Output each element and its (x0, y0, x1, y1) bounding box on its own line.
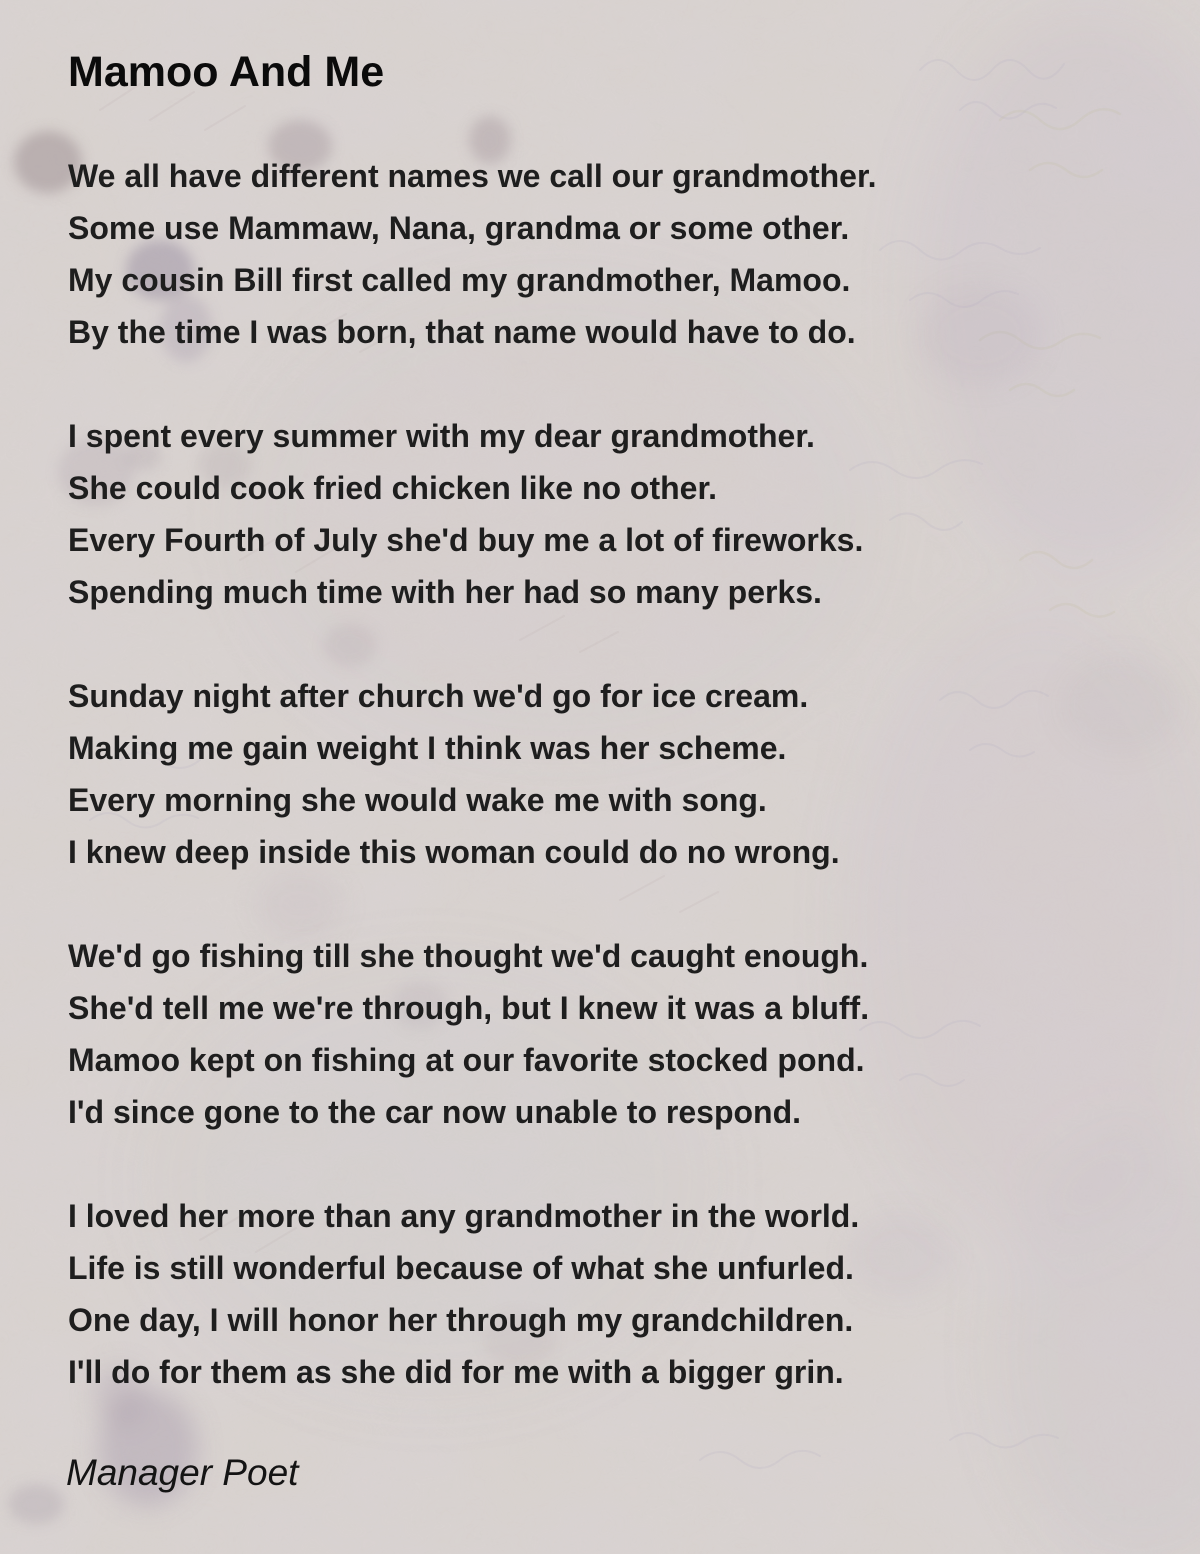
poem-title: Mamoo And Me (68, 48, 385, 96)
poem-author: Manager Poet (66, 1452, 299, 1493)
poem-line: We all have different names we call our grandmother. (68, 158, 877, 194)
poem-line: She'd tell me we're through, but I knew it was a bluff. (68, 990, 870, 1026)
poem-line: Some use Mammaw, Nana, grandma or some other. (68, 210, 850, 246)
poem-line: One day, I will honor her through my grandchildren. (68, 1302, 854, 1338)
poem-stanza-2 (68, 410, 1148, 618)
poem-line: She could cook fried chicken like no other. (68, 470, 718, 506)
poem-line: Life is still wonderful because of what she unfurled. (68, 1250, 854, 1286)
poem-line: I knew deep inside this woman could do no wrong. (68, 834, 840, 870)
poem-line: Sunday night after church we'd go for ice cream. (68, 678, 809, 714)
poem-line: By the time I was born, that name would have to do. (68, 314, 856, 350)
poem-line: Making me gain weight I think was her scheme. (68, 730, 787, 766)
poem-line: Spending much time with her had so many perks. (68, 574, 822, 610)
poem-stanza-3 (68, 670, 1148, 878)
poem-line: My cousin Bill first called my grandmother, Mamoo. (68, 262, 851, 298)
poem-stanza-1 (68, 150, 1148, 358)
poem-line: Every morning she would wake me with song. (68, 782, 767, 818)
poem-line: I spent every summer with my dear grandmother. (68, 418, 815, 454)
poem-stanza-4 (68, 930, 1148, 1138)
poem-line: I'll do for them as she did for me with a bigger grin. (68, 1354, 844, 1390)
poem-line: We'd go fishing till she thought we'd caught enough. (68, 938, 869, 974)
poem-line: I loved her more than any grandmother in the world. (68, 1198, 860, 1234)
poem-line: Mamoo kept on fishing at our favorite stocked pond. (68, 1042, 865, 1078)
poem-line: Every Fourth of July she'd buy me a lot of fireworks. (68, 522, 864, 558)
poem-stanza-5 (68, 1190, 1148, 1398)
poem-body (68, 150, 1148, 1450)
poem-line: I'd since gone to the car now unable to respond. (68, 1094, 802, 1130)
